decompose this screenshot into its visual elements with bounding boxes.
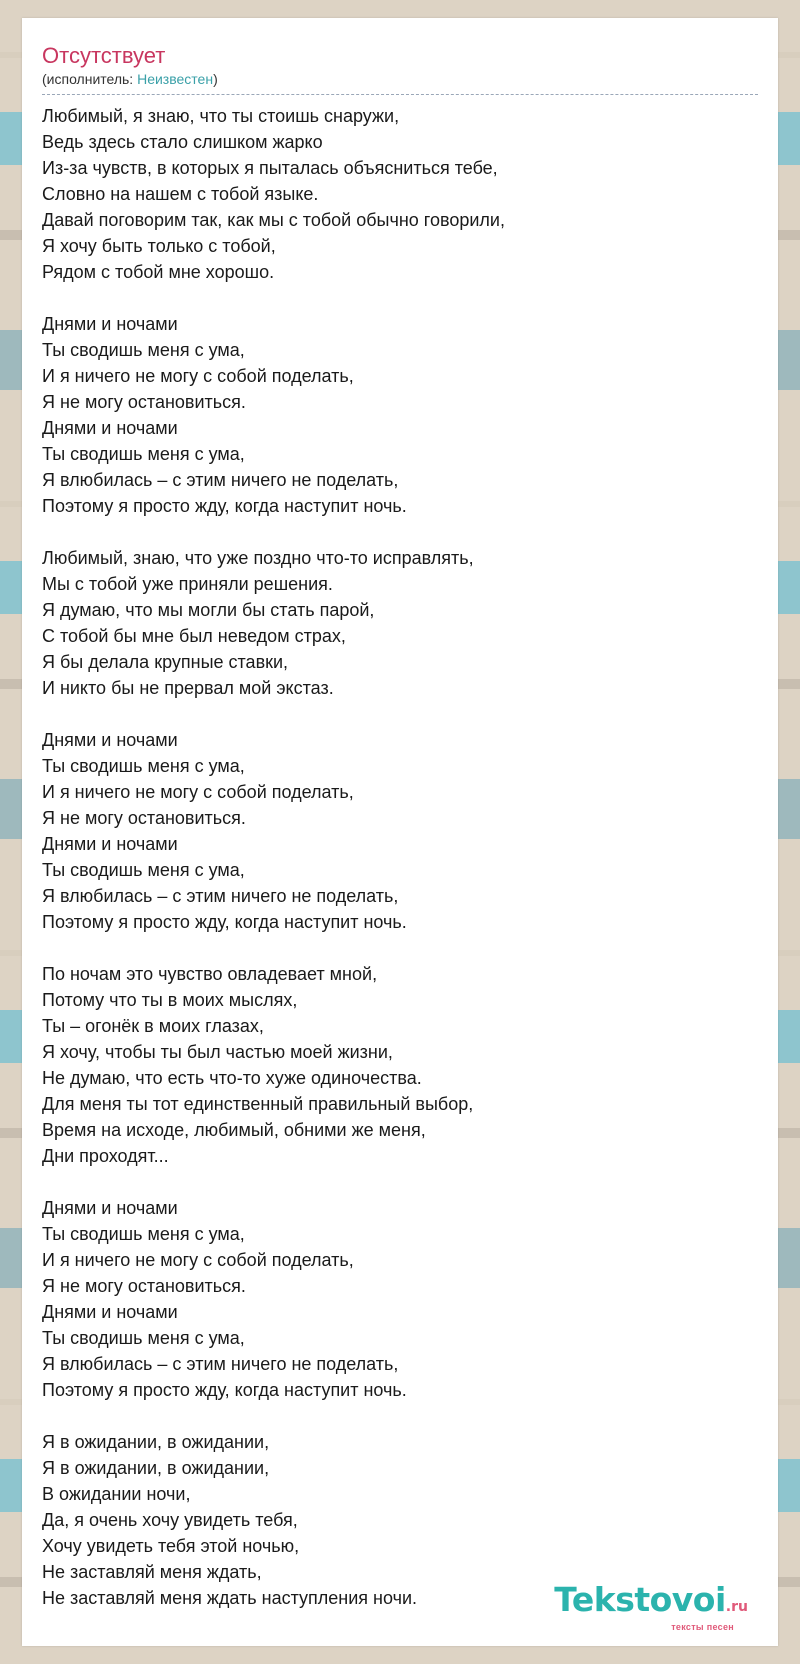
lyric-line: Ты сводишь меня с ума, xyxy=(42,756,245,776)
stanza-break xyxy=(42,1169,758,1195)
lyric-line: Ты – огонёк в моих глазах, xyxy=(42,1016,264,1036)
lyric-line: И никто бы не прервал мой экстаз. xyxy=(42,678,334,698)
artist-link[interactable]: Неизвестен xyxy=(137,71,214,87)
lyric-line: Днями и ночами xyxy=(42,1302,178,1322)
lyric-line: Ты сводишь меня с ума, xyxy=(42,1224,245,1244)
lyric-line: Я не могу остановиться. xyxy=(42,808,246,828)
lyric-line: Время на исходе, любимый, обними же меня, xyxy=(42,1120,426,1140)
lyric-line: Я не могу остановиться. xyxy=(42,392,246,412)
lyric-line: Я влюбилась – с этим ничего не поделать, xyxy=(42,886,399,906)
lyric-line: Любимый, знаю, что уже поздно что-то исправлять, xyxy=(42,548,474,568)
lyric-line: Днями и ночами xyxy=(42,834,178,854)
lyric-line: Не заставляй меня ждать наступления ночи. xyxy=(42,1588,418,1608)
lyric-line: С тобой бы мне был неведом страх, xyxy=(42,626,346,646)
lyric-line: Любимый, я знаю, что ты стоишь снаружи, xyxy=(42,106,400,126)
lyric-line: Не заставляй меня ждать, xyxy=(42,1562,262,1582)
logo-tld: .ru xyxy=(725,1599,748,1615)
lyric-line: Днями и ночами xyxy=(42,730,178,750)
lyric-line: Я хочу, чтобы ты был частью моей жизни, xyxy=(42,1042,393,1062)
lyric-line: Поэтому я просто жду, когда наступит ночь. xyxy=(42,496,407,516)
lyric-line: Днями и ночами xyxy=(42,1198,178,1218)
lyric-line: Давай поговорим так, как мы с тобой обычно говорили, xyxy=(42,210,505,230)
lyric-line: Днями и ночами xyxy=(42,418,178,438)
lyric-line: Ты сводишь меня с ума, xyxy=(42,1328,245,1348)
lyric-line: Я в ожидании, в ожидании, xyxy=(42,1458,270,1478)
lyric-line: Хочу увидеть тебя этой ночью, xyxy=(42,1536,300,1556)
lyric-line: Я влюбилась – с этим ничего не поделать, xyxy=(42,1354,399,1374)
stanza-break xyxy=(42,701,758,727)
lyric-line: Дни проходят... xyxy=(42,1146,169,1166)
lyric-line: Поэтому я просто жду, когда наступит ночь. xyxy=(42,1380,407,1400)
lyrics-content xyxy=(42,18,758,1611)
lyric-line: Из-за чувств, в которых я пыталась объясниться тебе, xyxy=(42,158,498,178)
stanza-break xyxy=(42,1403,758,1429)
lyric-line: По ночам это чувство овладевает мной, xyxy=(42,964,378,984)
lyric-line: И я ничего не могу с собой поделать, xyxy=(42,782,354,802)
lyric-line: Ты сводишь меня с ума, xyxy=(42,340,245,360)
stanza-break xyxy=(42,285,758,311)
stanza-break xyxy=(42,935,758,961)
lyric-line: Мы с тобой уже приняли решения. xyxy=(42,574,333,594)
logo-tagline: тексты песен xyxy=(671,1622,734,1632)
logo-name: Tekstovoi xyxy=(554,1580,726,1619)
lyric-line: Рядом с тобой мне хорошо. xyxy=(42,262,275,282)
site-logo[interactable] xyxy=(554,1580,748,1632)
byline-prefix: (исполнитель: xyxy=(42,71,138,87)
lyrics-card xyxy=(22,18,778,1646)
lyric-line: И я ничего не могу с собой поделать, xyxy=(42,1250,354,1270)
lyric-line: Потому что ты в моих мыслях, xyxy=(42,990,298,1010)
byline xyxy=(42,70,758,95)
lyric-line: Ведь здесь стало слишком жарко xyxy=(42,132,323,152)
lyric-line: И я ничего не могу с собой поделать, xyxy=(42,366,354,386)
byline-suffix: ) xyxy=(213,71,218,87)
stanza-break xyxy=(42,519,758,545)
lyric-line: Я хочу быть только с тобой, xyxy=(42,236,276,256)
lyric-line: Я не могу остановиться. xyxy=(42,1276,246,1296)
lyric-line: Поэтому я просто жду, когда наступит ночь. xyxy=(42,912,407,932)
lyric-line: Я влюбилась – с этим ничего не поделать, xyxy=(42,470,399,490)
lyric-line: Да, я очень хочу увидеть тебя, xyxy=(42,1510,298,1530)
lyric-line: Я в ожидании, в ожидании, xyxy=(42,1432,270,1452)
lyric-line: Я бы делала крупные ставки, xyxy=(42,652,289,672)
lyric-line: Не думаю, что есть что-то хуже одиночества. xyxy=(42,1068,422,1088)
lyric-line: Я думаю, что мы могли бы стать парой, xyxy=(42,600,375,620)
lyric-line: Словно на нашем с тобой языке. xyxy=(42,184,319,204)
lyric-line: Днями и ночами xyxy=(42,314,178,334)
lyric-line: В ожидании ночи, xyxy=(42,1484,191,1504)
lyric-line: Ты сводишь меня с ума, xyxy=(42,444,245,464)
lyrics-text xyxy=(42,103,758,1611)
song-title: Отсутствует xyxy=(42,43,166,68)
lyric-line: Ты сводишь меня с ума, xyxy=(42,860,245,880)
lyric-line: Для меня ты тот единственный правильный выбор, xyxy=(42,1094,474,1114)
logo-wordmark xyxy=(554,1580,748,1624)
